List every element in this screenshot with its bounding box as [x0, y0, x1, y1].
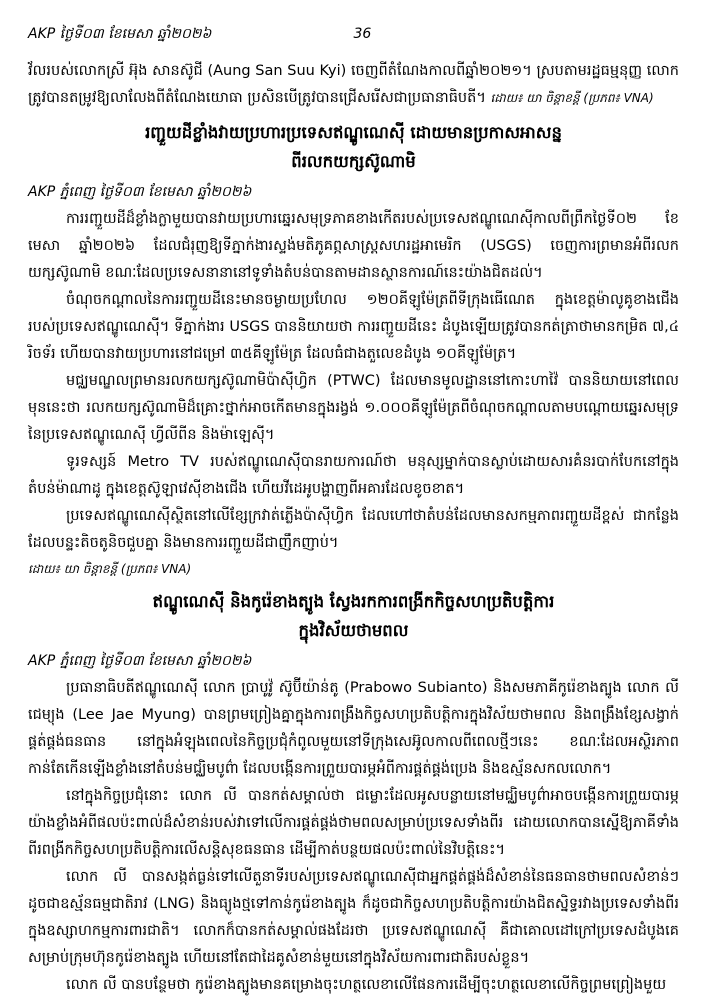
article-dateline: AKP ភ្នំពេញ ថ្ងៃទី០៣ ខែមេសា ឆ្នាំ២០២៦: [28, 184, 252, 200]
article-paragraph: មជ្ឈមណ្ឌលព្រមានរលកយក្សស៊ូណាមិប៉ាស៊ីហ្វិក (PTWC) ដែលមានមូលដ្ឋាននៅកោះហាវ៉ៃ បាននិយាយនៅពេលមុននេះថា រលកយក្សស៊ូណាមិដ៏គ្រោះថ្នាក់អាចកើតមានក្នុងរង្វង់ ១.០០០គីឡូម៉ែត្រពីចំណុចកណ្តាលតាមបណ្តោយឆ្នេរសមុទ្រនៃប្រទេសឥណ្ឌូណេស៊ី ហ្វីលីពីន និងម៉ាឡេស៊ី។: [28, 373, 679, 443]
page-number: 36: [353, 26, 372, 42]
article-headline: [28, 587, 679, 645]
article-headline: [28, 118, 679, 176]
article-earthquake: [28, 118, 679, 581]
article-paragraph: លោក លី បានសង្កត់ធ្ងន់ទៅលើតួនាទីរបស់ប្រទេសឥណ្ឌូណេស៊ីជាអ្នកផ្គត់ផ្គង់ដ៏សំខាន់នៃធនធានថាមពលសំខាន់ៗ ដូចជាឧស្ម័នធម្មជាតិរាវ (LNG) និងធ្យូងថ្មទៅកាន់កូរ៉េខាងត្បូង ក៏ដូចជាកិច្ចសហប្រតិបត្តិការយ៉ាងជិតស្និទ្ធរវាងប្រទេសទាំងពីរក្នុងឧស្សាហកម្មការពារជាតិ។ លោកក៏បានកត់សម្គាល់ផងដែរថា ប្រទេសឥណ្ឌូណេស៊ី គឺជាគោលដៅក្រៅប្រទេសដំបូងគេសម្រាប់ក្រុមហ៊ុនកូរ៉េខាងត្បូង ហើយនៅតែជាដៃគូសំខាន់មួយនៅក្នុងវិស័យការពារជាតិរបស់ខ្លួន។: [28, 869, 679, 966]
article-paragraph: ទូរទស្សន៍ Metro TV របស់ឥណ្ឌូណេស៊ីបានរាយការណ៍ថា មនុស្សម្នាក់បានស្លាប់ដោយសារគំនរបាក់បែកនៅក្នុងតំបន់ម៉ាណាដូ ក្នុងខេត្តស៊ូឡាវេស៊ីខាងជើង ហើយវីដេអូបង្ហាញពីអគារដែលខូចខាត។: [28, 454, 679, 497]
intro-continuation-paragraph: [28, 58, 679, 112]
intro-byline: ដោយ៖ យា ចិន្តាខន្តី (ប្រភព៖ VNA): [490, 91, 654, 105]
article-paragraph: លោក លី បានបន្ថែមថា កូរ៉េខាងត្បូងមានគម្រោងចុះហត្ថលេខាលើផែនការដើម្បីចុះហត្ថលេខាលើកិច្ចព្រមព្រៀងមួយ: [66, 977, 667, 993]
article-paragraph: ប្រធានាធិបតីឥណ្ឌូណេស៊ី លោក ប្រាបូវ៉ូ ស៊ូប៊ីយ៉ាន់តូ (Prabowo Subianto) និងសមភាគីកូរ៉េខាងត្បូង លោក លី ជេម្យុង (Lee Jae Myung) បានព្រមព្រៀងគ្នាក្នុងការពង្រឹងកិច្ចសហប្រតិបត្តិការក្នុងវិស័យថាមពល និងពង្រឹងខ្សែសង្វាក់ផ្គត់ផ្គង់ធនធាន នៅក្នុងអំឡុងពេលនៃកិច្ចប្រជុំកំពូលមួយនៅទីក្រុងសេអ៊ូលកាលពីពេលថ្មីៗនេះ ខណៈដែលអស្ថិរភាពកាន់តែកើនឡើងខ្លាំងនៅតំបន់មជ្ឈិមបូព៌ា ដែលបង្កើនការព្រួយបារម្ភអំពីការផ្គត់ផ្គង់ប្រេង និងឧស្ម័នសកលលោក។: [28, 680, 679, 777]
article-dateline: AKP ភ្នំពេញ ថ្ងៃទី០៣ ខែមេសា ឆ្នាំ២០២៦: [28, 653, 252, 669]
headline-line-2: ពីរលកយក្សស៊ូណាមិ: [291, 152, 416, 171]
headline-line-1: រញ្ជួយដីខ្លាំងវាយប្រហារប្រទេសឥណ្ឌូណេស៊ី ដោយមានប្រកាសអាសន្ន: [145, 123, 562, 142]
headline-line-1: ឥណ្ឌូណេស៊ី និងកូរ៉េខាងត្បូង ស្វែងរកការពង្រីកកិច្ចសហប្រតិបត្តិការ: [152, 592, 555, 611]
article-paragraph: នៅក្នុងកិច្ចប្រជុំនោះ លោក លី បានកត់សម្គាល់ថា ជម្លោះដែលអូសបន្លាយនៅមជ្ឈិមបូព៌ាអាចបង្កើនការព្រួយបារម្ភយ៉ាងខ្លាំងអំពីផលប៉ះពាល់ដ៏សំខាន់របស់វាទៅលើការផ្គត់ផ្គង់ថាមពលសម្រាប់ប្រទេសទាំងពីរ ដោយលោកបានស្នើឱ្យភាគីទាំងពីរពង្រីកកិច្ចសហប្រតិបត្តិការលើសន្តិសុខធនធាន ដើម្បីកាត់បន្ថយផលប៉ះពាល់នៃវិបត្តិនេះ។: [28, 788, 679, 858]
article-byline: ដោយ៖ យា ចិន្តាខន្តី (ប្រភព៖ VNA): [28, 562, 192, 576]
intro-text: វ័លរបស់លោកស្រី អ៊ុង សានស៊ូជី (Aung San Suu Kyi) ចេញពីតំណែងកាលពីឆ្នាំ២០២១។ ស្របតាមរដ្ឋធម្មនុញ្ញ លោកត្រូវបានតម្រូវឱ្យលាលែងពីតំណែងយោធា ប្រសិនបើត្រូវបានជ្រើសរើសជាប្រធានាធិបតី។: [28, 63, 679, 106]
article-paragraph: ប្រទេសឥណ្ឌូណេស៊ីស្ថិតនៅលើខ្សែក្រវាត់ភ្លើងប៉ាស៊ីហ្វិក ដែលហៅថាតំបន់ដែលមានសកម្មភាពរញ្ជួយដីខ្ពស់ ជាកន្លែងដែលបន្ទះតិចតូនិចជួបគ្នា និងមានការរញ្ជួយដីជាញឹកញាប់។: [28, 508, 679, 551]
article-paragraph: ចំណុចកណ្តាលនៃការរញ្ជួយដីនេះមានចម្ងាយប្រហែល ១២០គីឡូម៉ែត្រពីទីក្រុងធើណេត ក្នុងខេត្តម៉ាលូគូខាងជើង របស់ប្រទេសឥណ្ឌូណេស៊ី។ ទីភ្នាក់ងារ USGS បាននិយាយថា ការរញ្ជួយដីនេះ ដំបូងឡើយត្រូវបានកត់ត្រាថាមានកម្រិត ៧,៤ រិចទ័រ ហើយបានវាយប្រហារនៅជម្រៅ ៣៥គីឡូម៉ែត្រ ដែលធំជាងតួលេខដំបូង ១០គីឡូម៉ែត្រ។: [28, 292, 679, 362]
header-edition-date: AKP ថ្ងៃទី០៣ ខែមេសា ឆ្នាំ២០២៦: [28, 26, 212, 42]
article-paragraph: ការរញ្ជួយដីដ៏ខ្លាំងក្លាមួយបានវាយប្រហារឆ្នេរសមុទ្រភាគខាងកើតរបស់ប្រទេសឥណ្ឌូណេស៊ីកាលពីព្រឹកថ្ងៃទី០២ ខែមេសា ឆ្នាំ២០២៦ ដែលជំរុញឱ្យទីភ្នាក់ងារស្ទង់មតិភូគព្ភសាស្ត្រសហរដ្ឋអាមេរិក (USGS) ចេញការព្រមានអំពីរលកយក្សស៊ូណាមិ ខណៈដែលប្រទេសនានានៅទូទាំងតំបន់បានតាមដានស្ថានការណ៍នេះយ៉ាងជិតដល់។: [28, 211, 679, 281]
page-header: [28, 24, 679, 44]
headline-line-2: ក្នុងវិស័យថាមពល: [298, 621, 409, 640]
article-energy-cooperation: [28, 587, 679, 999]
